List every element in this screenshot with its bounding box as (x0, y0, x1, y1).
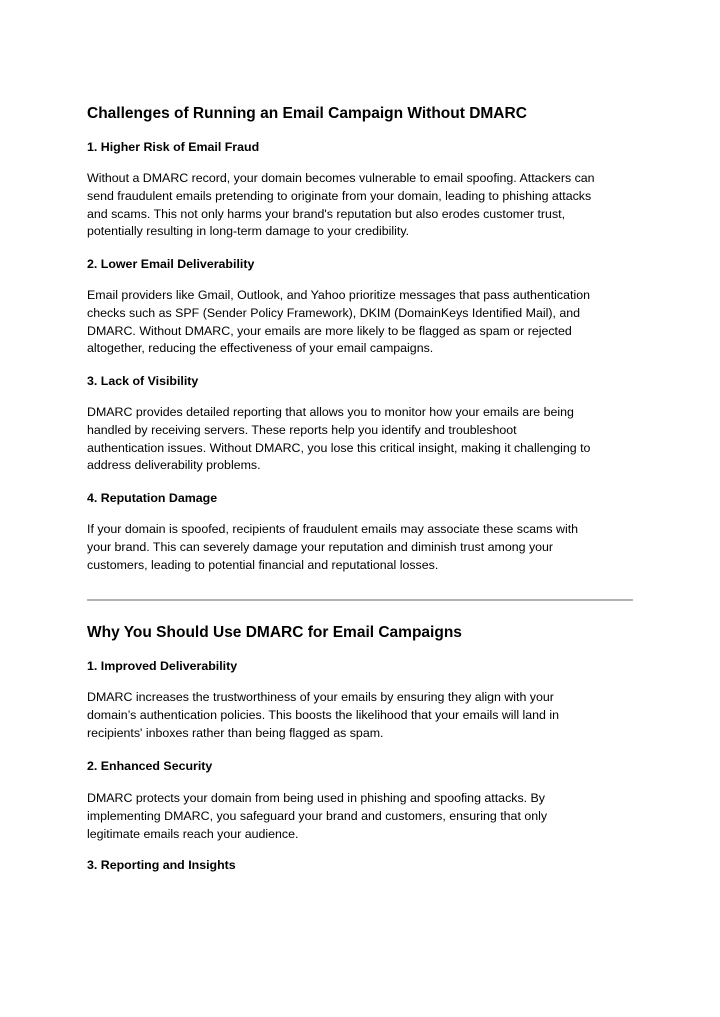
section-title-challenges: Challenges of Running an Email Campaign Without DMARC (87, 105, 527, 122)
text-line: implementing DMARC, you safeguard your brand and customers, ensuring that only (87, 808, 548, 823)
text-line: DMARC. Without DMARC, your emails are more likely to be flagged as spam or rejected (87, 323, 572, 338)
paragraph-improved-deliverability (87, 689, 635, 742)
text-line: your brand. This can severely damage your reputation and diminish trust among your (87, 539, 554, 554)
paragraph-enhanced-security (87, 790, 635, 843)
heading-improved-deliverability: 1. Improved Deliverability (87, 659, 238, 673)
text-line: DMARC increases the trustworthiness of your emails by ensuring they align with your (87, 690, 554, 704)
heading-higher-risk: 1. Higher Risk of Email Fraud (87, 140, 260, 154)
text-line: domain’s authentication policies. This boosts the likelihood that your emails will land in (87, 707, 560, 722)
text-line: DMARC protects your domain from being used in phishing and spoofing attacks. By (87, 791, 545, 805)
text-line: If your domain is spoofed, recipients of fraudulent emails may associate these scams with (87, 522, 579, 536)
text-line: and scams. This not only harms your brand's reputation but also erodes customer trust, (87, 206, 566, 221)
section-title-why-use-dmarc: Why You Should Use DMARC for Email Campaigns (87, 624, 462, 641)
heading-reputation-damage: 4. Reputation Damage (87, 491, 218, 505)
paragraph-higher-risk (87, 170, 635, 241)
text-line: potentially resulting in long-term damage to your credibility. (87, 224, 410, 239)
text-line: customers, leading to potential financial and reputational losses. (87, 557, 439, 572)
text-line: send fraudulent emails pretending to originate from your domain, leading to phishing attacks (87, 188, 592, 203)
text-line: altogether, reducing the effectiveness of your email campaigns. (87, 341, 434, 356)
paragraph-reputation-damage (87, 521, 635, 574)
text-line: address deliverability problems. (87, 458, 261, 473)
text-line: authentication issues. Without DMARC, you lose this critical insight, making it challenging to (87, 440, 591, 455)
horizontal-divider (87, 599, 633, 601)
text-line: Without a DMARC record, your domain becomes vulnerable to email spoofing. Attackers can (87, 171, 595, 185)
text-line: recipients' inboxes rather than being flagged as spam. (87, 725, 384, 740)
heading-enhanced-security: 2. Enhanced Security (87, 759, 213, 773)
text-line: checks such as SPF (Sender Policy Framework), DKIM (DomainKeys Identified Mail), and (87, 305, 581, 320)
paragraph-lack-of-visibility (87, 404, 635, 475)
heading-lower-deliverability: 2. Lower Email Deliverability (87, 257, 255, 271)
text-line: legitimate emails reach your audience. (87, 826, 299, 841)
text-line: DMARC provides detailed reporting that allows you to monitor how your emails are being (87, 405, 574, 419)
paragraph-lower-deliverability (87, 287, 635, 358)
text-line: handled by receiving servers. These reports help you identify and troubleshoot (87, 422, 517, 437)
heading-lack-of-visibility: 3. Lack of Visibility (87, 374, 199, 388)
text-line: Email providers like Gmail, Outlook, and Yahoo prioritize messages that pass authentication (87, 288, 590, 302)
heading-reporting-insights: 3. Reporting and Insights (87, 858, 236, 872)
